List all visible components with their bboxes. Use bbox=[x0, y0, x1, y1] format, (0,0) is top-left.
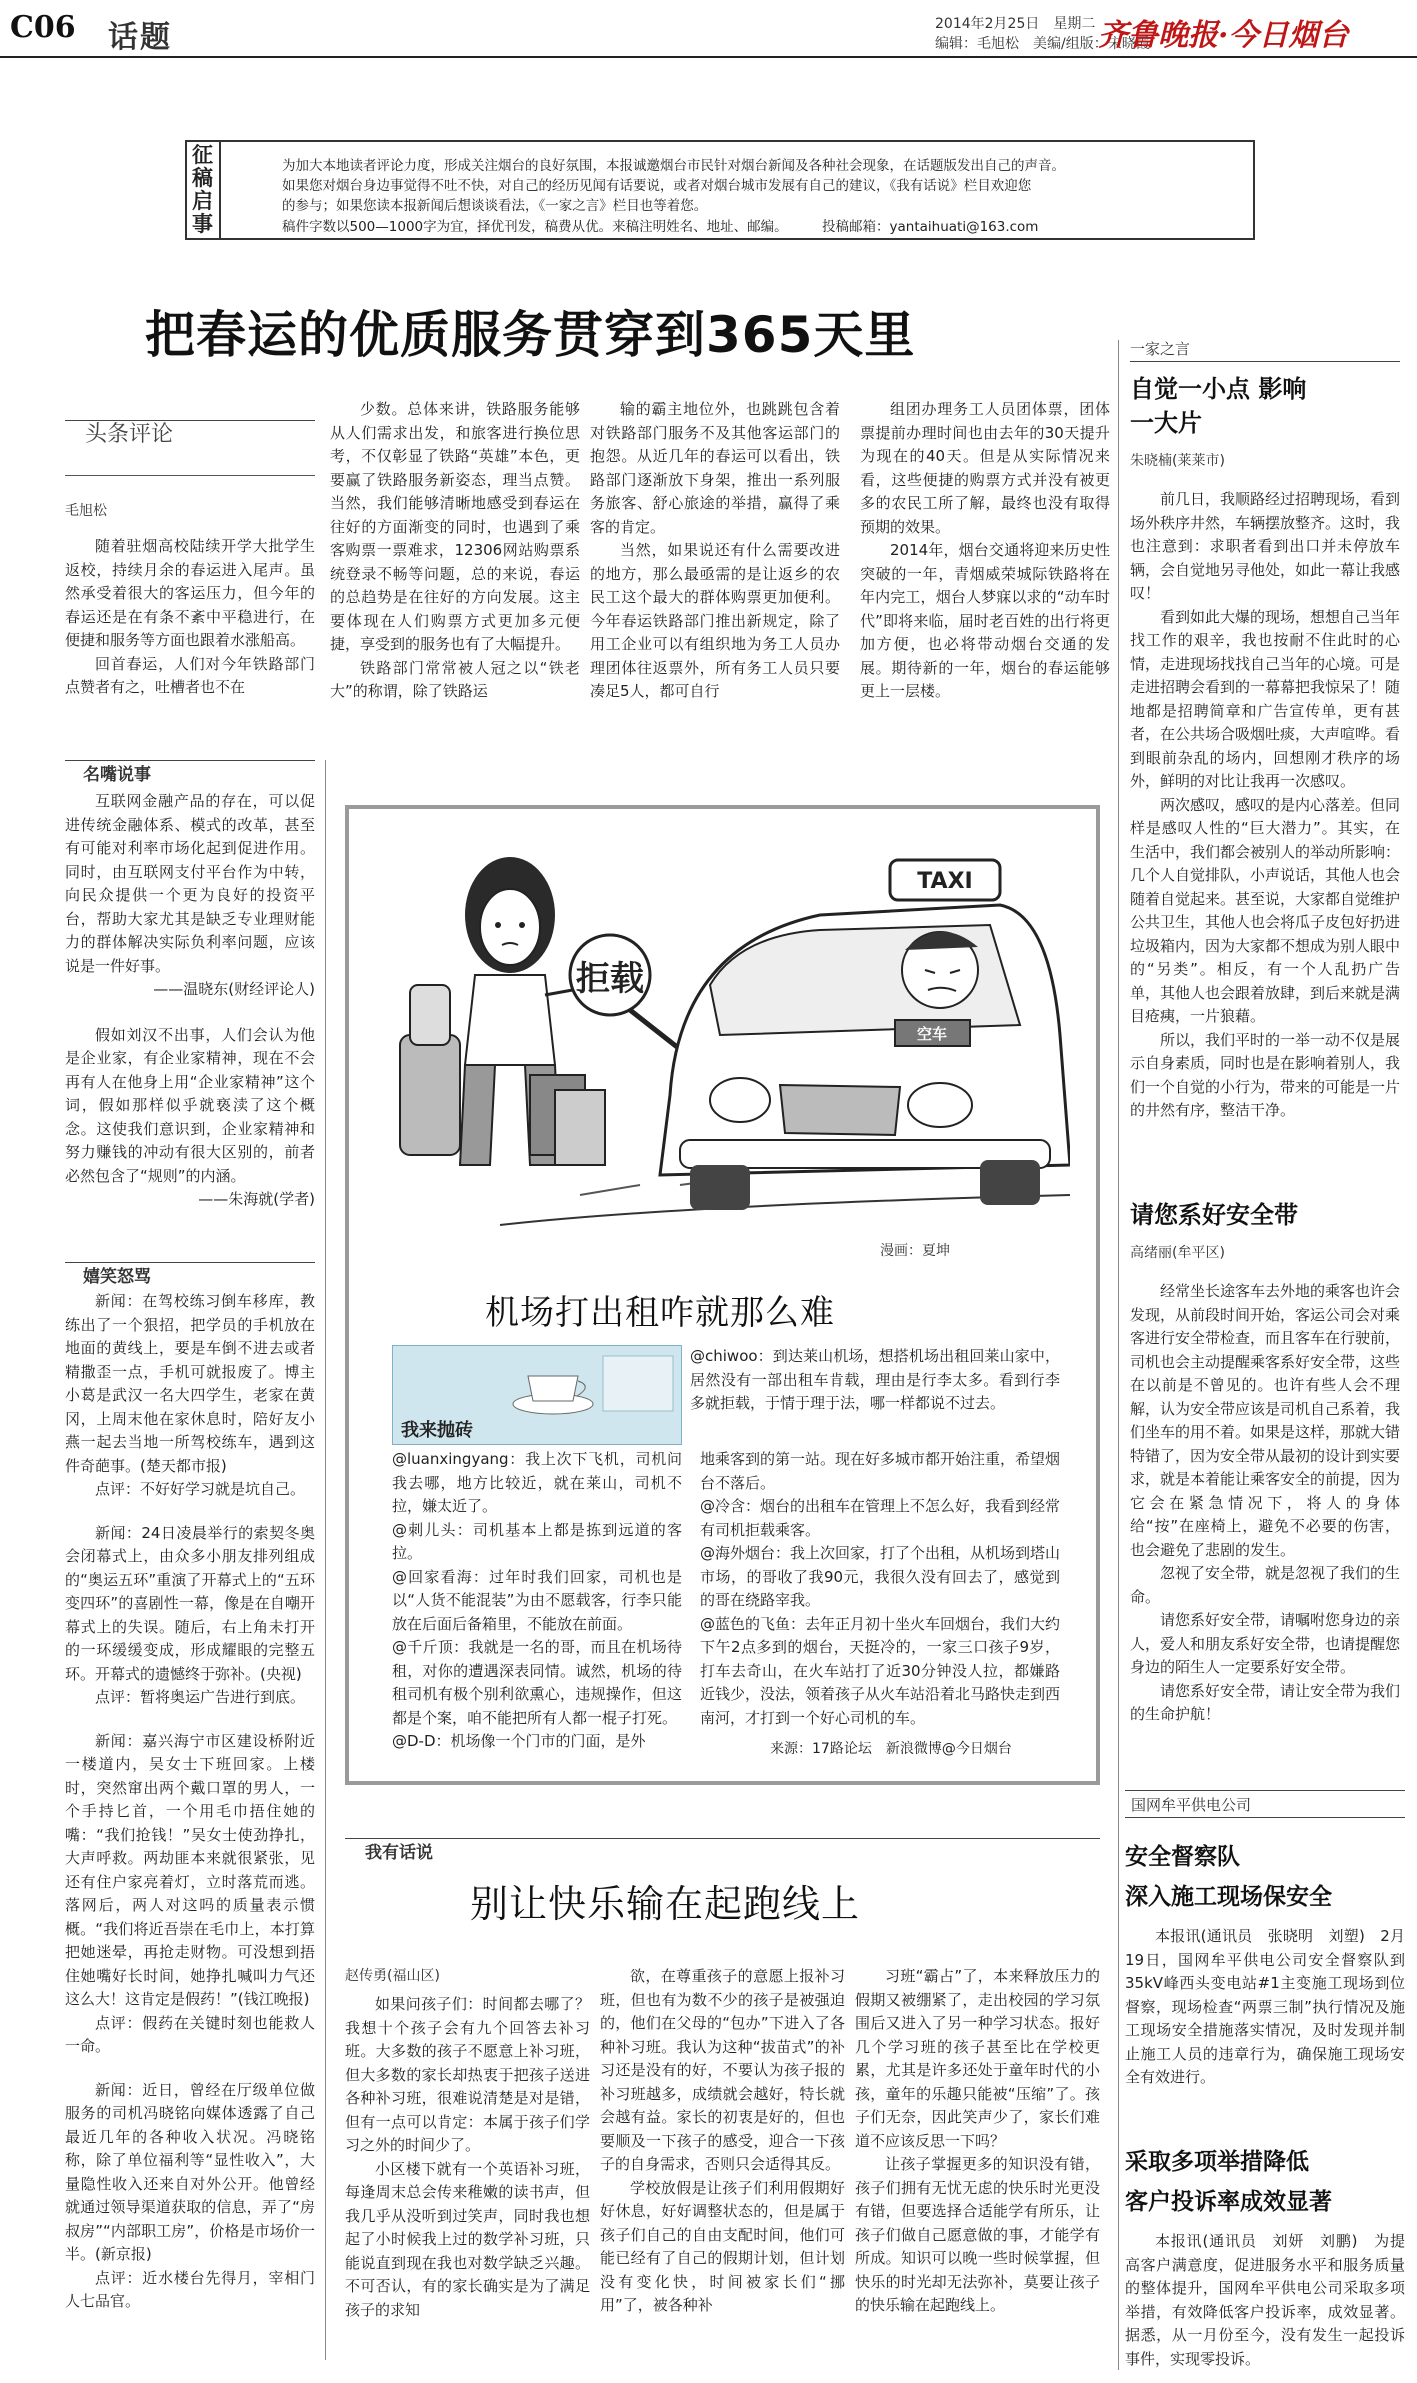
call-for-papers-line-3: 的参与；如果您读本报新闻后想谈谈看法，《一家之言》栏目也等着您。 bbox=[282, 198, 708, 214]
kids-tag-text: 我有话说 bbox=[365, 1843, 433, 1863]
lead-col-2 bbox=[330, 398, 580, 718]
airport-comment-1: @luanxingyang：我上次下飞机，司机问我去哪，地方比较近，就在莱山，司机不拉，嫌太近了。 bbox=[392, 1450, 682, 1515]
joke-1: 新闻：在驾校练习倒车移库，教练出了一个狠招，把学员的手机放在地面的黄线上，要是车倒不进去或者精撒歪一点，手机可就报废了。博主小葛是武汉一名大四学生，老家在黄冈，上周末他在家休息时，陪好友小燕一起去当地一所驾校练车，遇到这件奇葩事。(楚天都市报) bbox=[65, 1292, 315, 1475]
kids-col-2 bbox=[600, 1965, 845, 2370]
lead-c4-p2: 2014年，烟台交通将迎来历史性突破的一年，青烟威荣城际铁路将在年内完工，烟台人梦寐以求的“动车时代”即将来临，届时老百姓的出行将更加方便，也必将带动烟台交通的发展。期待新的一年，烟台的春运能够更上一层楼。 bbox=[860, 541, 1110, 700]
left-column-divider bbox=[325, 760, 326, 2360]
lead-c4-p1: 组团办理务工人员团体票，团体票提前办理时间也由去年的30天提升为现在的40天。但是从实际情况来看，这些便捷的购票方式并没有被更多的农民工所了解，最终也没有取得预期的效果。 bbox=[860, 400, 1110, 536]
call-for-papers-line-1: 为加大本地读者评论力度，形成关注烟台的良好氛围，本报诚邀烟台市民针对烟台新闻及各种社会现象，在话题版发出自己的声音。 bbox=[282, 158, 1065, 174]
seatbelt-body bbox=[1130, 1280, 1400, 1770]
grid-news-1-title-a: 安全督察队 bbox=[1125, 1844, 1240, 1870]
seatbelt-p1: 经常坐长途客车去外地的乘客也许会发现，从前段时间开始，客运公司会对乘客进行安全带检查，而且客车在行驶前，司机也会主动提醒乘客系好安全带，这些在以前是不曾见的。也许有些人会不理解，认为安全带应该是司机自己系着，我们坐车的用不着。如果是这样，那就大错特错了，因为安全带从最初的设计到实要求，就是本着能让乘客安全的前提，因为它会在紧急情况下，将人的身体给“按”在座椅上，避免不必要的伤害，也会避免了悲剧的发生。 bbox=[1130, 1282, 1400, 1559]
airport-source: 来源：17路论坛 新浪微博@今日烟台 bbox=[770, 1741, 1012, 1757]
kids-c2-p1: 欲，在尊重孩子的意愿上报补习班，但也有为数不少的孩子是被强迫的，他们在父母的“包办”下进入了各种补习班。我认为这种“拔苗式”的补习还是没有的好，不要认为孩子报的补习班越多，成绩就会越好，特长就会越有益。家长的初衷是好的，但也要顺及一下孩子的感受，迎合一下孩子的自身需求，否则只会适得其反。 bbox=[600, 1967, 845, 2173]
grid-tag bbox=[1125, 1790, 1405, 1818]
kids-c1-p2: 小区楼下就有一个英语补习班，每逢周末总会传来稚嫩的读书声，但我几乎从没听到过笑声，同时我也想起了小时候我上过的数学补习班，只能说直到现在我也对数学缺乏兴趣。不可否认，有的家长确实是为了满足孩子的求知 bbox=[345, 2159, 590, 2319]
opinion-p3: 两次感叹，感叹的是内心落差。但同样是感叹人性的“巨大潜力”。其实，在生活中，我们都会被别人的举动所影响：几个人自觉排队，小声说话，其他人也会随着自觉起来。甚至说，大家都自觉维护公共卫生，其他人也会将瓜子皮包好扔进垃圾箱内，因为大家都不想成为别人眼中的“另类”。相反，有一个人乱扔广告单，其他人也会跟着放肆，到后来就是满目疮痍，一片狼藉。 bbox=[1130, 795, 1400, 1025]
lead-tag-text: 头条评论 bbox=[85, 422, 174, 447]
seatbelt-p4: 请您系好安全带，请让安全带为我们的生命护航！ bbox=[1130, 1681, 1400, 1723]
kids-col-3 bbox=[855, 1965, 1100, 2370]
lead-col-3 bbox=[590, 398, 840, 718]
kids-tag bbox=[345, 1838, 1100, 1865]
vacant-light: 空车 bbox=[916, 1025, 948, 1043]
masthead-logo: 齐鲁晚报·今日烟台 bbox=[1098, 18, 1349, 53]
refuse-sign-text: 拒载 bbox=[576, 959, 644, 999]
airport-comment-8: @海外烟台：我上次回家，打了个出租，从机场到塔山市场，的哥收了我90元，我很久没有回去了，感觉到的哥在绕路宰我。 bbox=[700, 1544, 1060, 1609]
section-name: 话题 bbox=[108, 20, 172, 55]
famous-s2: ——朱海就(学者) bbox=[198, 1190, 315, 1208]
airport-right-col bbox=[700, 1448, 1060, 1738]
lead-col-4 bbox=[860, 398, 1110, 718]
opinion-body bbox=[1130, 488, 1400, 1193]
opinion-title: 自觉一小点 影响一大片 bbox=[1130, 375, 1307, 437]
banner-text: 我来抛砖 bbox=[401, 1420, 473, 1441]
famous-tag bbox=[65, 760, 315, 787]
joke-3: 新闻：嘉兴海宁市区建设桥附近一楼道内，吴女士下班回家。上楼时，突然窜出两个戴口罩的男人，一个手持匕首，一个用毛巾捂住她的嘴：“我们抢钱！”吴女士使劲挣扎，大声呼救。两劫匪本来就很紧张，见还有住户家亮着灯，立时落荒而逃。落网后，两人对这吗的质量表示惯概。“我们将近吾崇在毛巾上，本打算把她迷晕，再抢走财物。可没想到捂住她嘴好长时间，她挣扎喊叫力气还这么大！这肯定是假药！”(钱江晚报) bbox=[65, 1731, 315, 2008]
grid-news-2-body: 本报讯(通讯员 刘妍 刘鹏) 为提高客户满意度，促进服务水平和服务质量的整体提升，国网牟平供电公司采取多项举措，有效降低客户投诉率，成效显著。据悉，从一月份至今，没有发生一起投诉事件，实现零投诉。 bbox=[1125, 2232, 1405, 2368]
right-column-divider bbox=[1118, 340, 1119, 2370]
seatbelt-author: 高绪丽(牟平区) bbox=[1130, 1245, 1225, 1261]
lead-c1-p2: 回首春运，人们对今年铁路部门点赞者有之，吐槽者也不在 bbox=[65, 654, 315, 696]
joke-2: 新闻：24日凌晨举行的索契冬奥会闭幕式上，由众多小朋友排列组成的“奥运五环”重演了开幕式上的“五环变四环”的喜剧性一幕，像是在自嘲开幕式上的失误。随后，右上角未打开的一环缓缓变成，形成耀眼的完整五环。开幕式的遗憾终于弥补。(央视) bbox=[65, 1523, 315, 1683]
airport-comment-2: @刺儿头：司机基本上都是拣到远道的客拉。 bbox=[392, 1520, 682, 1562]
cartoon-credit: 漫画：夏坤 bbox=[880, 1243, 950, 1259]
main-headline: 把春运的优质服务贯穿到365天里 bbox=[145, 306, 916, 364]
airport-comment-6: 地乘客到的第一站。现在好多城市都开始注重，希望烟台不落后。 bbox=[700, 1450, 1060, 1492]
opinion-author: 朱晓楠(莱莱市) bbox=[1130, 453, 1225, 469]
famous-p1: 互联网金融产品的存在，可以促进传统金融体系、模式的改革，甚至有可能对利率市场化起到促进作用。同时，由互联网支付平台作为中转，向民众提供一个更为良好的投资平台，帮助大家尤其是缺乏专业理财能力的群体解决实际负利率问题，应该说是一件好事。 bbox=[65, 792, 315, 975]
famous-tag-text: 名嘴说事 bbox=[83, 765, 151, 785]
airport-comment-7: @冷含：烟台的出租车在管理上不怎么好，我看到经常有司机拒载乘客。 bbox=[700, 1497, 1060, 1539]
cartoon-illustration bbox=[380, 835, 1070, 1235]
jokes-tag-text: 嬉笑怒骂 bbox=[83, 1267, 151, 1287]
kids-c1-p1: 如果问孩子们：时间都去哪了？我想十个孩子会有九个回答去补习班。大多数的孩子不愿意上补习班，但大多数的家长却热衷于把孩子送进各种补习班，很难说清楚是对是错，但有一点可以肯定：本属于孩子们学习之外的时间少了。 bbox=[345, 1995, 590, 2154]
seatbelt-p2: 忽视了安全带，就是忽视了我们的生命。 bbox=[1130, 1564, 1400, 1606]
famous-s1: ——温晓东(财经评论人) bbox=[153, 980, 315, 998]
kids-author: 赵传勇(福山区) bbox=[345, 1968, 440, 1984]
kids-col-1 bbox=[345, 1993, 590, 2373]
kids-headline: 别让快乐输在起跑线上 bbox=[470, 1882, 861, 1926]
lead-tag bbox=[65, 420, 315, 448]
grid-news-2-title-a: 采取多项举措降低 bbox=[1125, 2149, 1309, 2175]
lead-c1-p1: 随着驻烟高校陆续开学大批学生返校，持续月余的春运进入尾声。虽然承受着很大的客运压力，但今年的春运还是在有条不紊中平稳进行，在便捷和服务等方面也跟着水涨船高。 bbox=[65, 537, 315, 649]
throw-brick-banner bbox=[392, 1345, 682, 1445]
airport-intro: @chiwoo：到达莱山机场，想搭机场出租回莱山家中，居然没有一部出租车肯载，理由是行李太多。看到行李多就拒载，于情于理于法，哪一样都说不过去。 bbox=[690, 1347, 1060, 1412]
opinion-p4: 所以，我们平时的一举一动不仅是展示自身素质，同时也是在影响着别人，我们一个自觉的小行为，带来的可能是一片的井然有序，整洁干净。 bbox=[1130, 1030, 1400, 1119]
joke-4: 新闻：近日，曾经在厅级单位做服务的司机冯晓铭向媒体透露了自己最近几年的各种收入状况。冯晓铭称，除了单位福利等“显性收入”，大量隐性收入还来自对外公开。他曾经就通过领导渠道获取的信息，弄了“房叔房”“内部职工房”，价格是市场价一半。(新京报) bbox=[65, 2080, 315, 2263]
submission-email[interactable]: 投稿邮箱：yantaihuati@163.com bbox=[822, 219, 1039, 235]
lead-c2-p1: 少数。总体来讲，铁路服务能够从人们需求出发，和旅客进行换位思考，不仅彰显了铁路“英雄”本色，更要赢了铁路服务新姿态，理当点赞。当然，我们能够清晰地感受到春运在往好的方面渐变的同时，也遇到了乘客购票一票难求，12306网站购票系统登录不畅等问题，总的来说，春运的总趋势是在往好的方向发展。这主要体现在人们购票方式更加多元便捷，享受到的服务也有了大幅提升。 bbox=[330, 400, 580, 653]
page-number: C06 bbox=[10, 10, 76, 45]
lead-author: 毛旭松 bbox=[65, 503, 107, 519]
grid-tag-text: 国网牟平供电公司 bbox=[1131, 1796, 1252, 1814]
jokes-body bbox=[65, 1290, 315, 2370]
kids-c3-p2: 让孩子掌握更多的知识没有错，孩子们拥有无忧无虑的快乐时光更没有错，但要选择合适能学有所乐，让孩子们做自己愿意做的事，才能学有所成。知识可以晚一些时候掌握，但快乐的时光却无法弥补，莫要让孩子的快乐输在起跑线上。 bbox=[855, 2155, 1100, 2314]
lead-c3-p1: 输的霸主地位外，也跳跳包含着对铁路部门服务不及其他客运部门的抱怨。从近几年的春运可以看出，铁路部门逐渐放下身架，推出一系列服务旅客、舒心旅途的举措，赢得了乘客的肯定。 bbox=[590, 400, 840, 536]
opinion-p1: 前几日，我顺路经过招聘现场，看到场外秩序井然，车辆摆放整齐。这时，我也注意到：求职者看到出口并未停放车辆，会自觉地另寻他处，如此一幕让我感叹！ bbox=[1130, 490, 1400, 602]
opinion-tag bbox=[1130, 335, 1400, 362]
airport-headline: 机场打出租咋就那么难 bbox=[485, 1293, 835, 1333]
airport-comment-5: @D-D：机场像一个门市的门面，是外 bbox=[392, 1732, 646, 1750]
airport-comment-9: @蓝色的飞鱼：去年正月初十坐火车回烟台，我们大约下午2点多到的烟台，天挺冷的，一家三口孩子9岁，打车去奇山，在火车站打了近30分钟没人拉，都嫌路近钱少，没法，领着孩子从火车站沿着北马路快走到西南河，才打到一个好心司机的车。 bbox=[700, 1614, 1060, 1727]
kids-c2-p2: 学校放假是让孩子们利用假期好好休息，好好调整状态的，但是属于孩子们自己的自由支配时间，他们可能已经有了自己的假期计划，但计划没有变化快，时间被家长们“挪用”了，被各种补 bbox=[600, 2178, 845, 2314]
lead-c3-p2: 当然，如果说还有什么需要改进的地方，那么最亟需的是让返乡的农民工这个最大的群体购票更加便利。今年春运铁路部门推出新规定，除了用工企业可以有组织地为务工人员办理团体往返票外，所有务工人员只要凑足5人，都可自行 bbox=[590, 541, 840, 700]
joke-4-comment: 点评：近水楼台先得月，宰相门人七品官。 bbox=[65, 2268, 315, 2310]
kids-c3-p1: 习班“霸占”了，本来释放压力的假期又被绷紧了，走出校园的学习氛围后又进入了另一种学习状态。报好几个学习班的孩子甚至比在学校更累，尤其是许多还处于童年时代的小孩，童年的乐趣只能被“压缩”了。孩子们无奈，因此笑声少了，家长们难道不应该反思一下吗？ bbox=[855, 1967, 1100, 2150]
airport-left-col bbox=[392, 1448, 682, 1763]
grid-news-2-title-b: 客户投诉率成效显著 bbox=[1125, 2189, 1332, 2215]
call-for-papers-line-4: 稿件字数以500—1000字为宜，择优刊发，稿费从优。来稿注明姓名、地址、邮编。 bbox=[282, 219, 788, 235]
call-for-papers-line-2: 如果您对烟台身边事觉得不吐不快，对自己的经历见闻有话要说，或者对烟台城市发展有自己的建议，《我有话说》栏目欢迎您 bbox=[282, 178, 1032, 194]
famous-p2: 假如刘汉不出事，人们会认为他是企业家，有企业家精神，现在不会再有人在他身上用“企业家精神”这个词，假如那样似乎就亵渎了这个概念。这使我们意识到，企业家精神和努力赚钱的冲动有很大区别的，前者必然包含了“规则”的内涵。 bbox=[65, 1025, 315, 1185]
seatbelt-title: 请您系好安全带 bbox=[1130, 1201, 1298, 1229]
airport-comment-4: @千斤顶：我就是一名的哥，而且在机场待租，对你的遭遇深表同情。诚然，机场的待租司机有极个别利欲熏心，违规操作，但这都是个案，咱不能把所有人都一棍子打死。 bbox=[392, 1638, 682, 1727]
opinion-tag-text: 一家之言 bbox=[1130, 340, 1191, 358]
lead-col-1 bbox=[65, 535, 315, 715]
seatbelt-p3: 请您系好安全带，请嘱咐您身边的亲人，爱人和朋友系好安全带，也请提醒您身边的陌生人一定要系好安全带。 bbox=[1130, 1611, 1400, 1676]
jokes-tag bbox=[65, 1262, 315, 1289]
editors-credit: 编辑：毛旭松 美编/组版：宋晓霞 bbox=[935, 36, 1150, 52]
grid-news-1-body: 本报讯(通讯员 张晓明 刘塑) 2月19日，国网牟平供电公司安全督察队到35kV峰西头变电站#1主变施工现场到位督察，现场检查“两票三制”执行情况及施工现场安全措施落实情况，及时发现并制止施工人员的违章行为，确保施工现场安全有效进行。 bbox=[1125, 1927, 1405, 2086]
airport-comment-3: @回家看海：过年时我们回家，司机也是以“人货不能混装”为由不愿载客，行李只能放在后面后备箱里，不能放在前面。 bbox=[392, 1567, 682, 1633]
issue-date: 2014年2月25日 星期二 bbox=[935, 16, 1096, 32]
lead-tag-underline bbox=[65, 475, 315, 476]
grid-news-1-title-b: 深入施工现场保安全 bbox=[1125, 1884, 1332, 1910]
taxi-roof-sign: TAXI bbox=[917, 869, 973, 894]
joke-2-comment: 点评：暂将奥运广告进行到底。 bbox=[95, 1688, 306, 1706]
call-for-papers-title: 征稿启事 bbox=[192, 143, 213, 236]
joke-3-comment: 点评：假药在关键时刻也能救人一命。 bbox=[65, 2013, 315, 2055]
lead-c2-p2: 铁路部门常常被人冠之以“铁老大”的称谓，除了铁路运 bbox=[330, 658, 580, 700]
famous-body bbox=[65, 790, 315, 1260]
opinion-p2: 看到如此大爆的现场，想想自己当年找工作的艰辛，我也按耐不住此时的心情，走进现场找找自己当年的心境。可是走进招聘会看到的一幕幕把我惊呆了！随地都是招聘简章和广告宣传单，更有甚者，在公共场合吸烟吐痰，大声喧哗。看到眼前杂乱的场内，回想刚才秩序的场外，鲜明的对比让我再一次感叹。 bbox=[1130, 607, 1400, 790]
header-rule bbox=[0, 56, 1417, 58]
joke-1-comment: 点评：不好好学习就是坑自己。 bbox=[95, 1480, 306, 1498]
